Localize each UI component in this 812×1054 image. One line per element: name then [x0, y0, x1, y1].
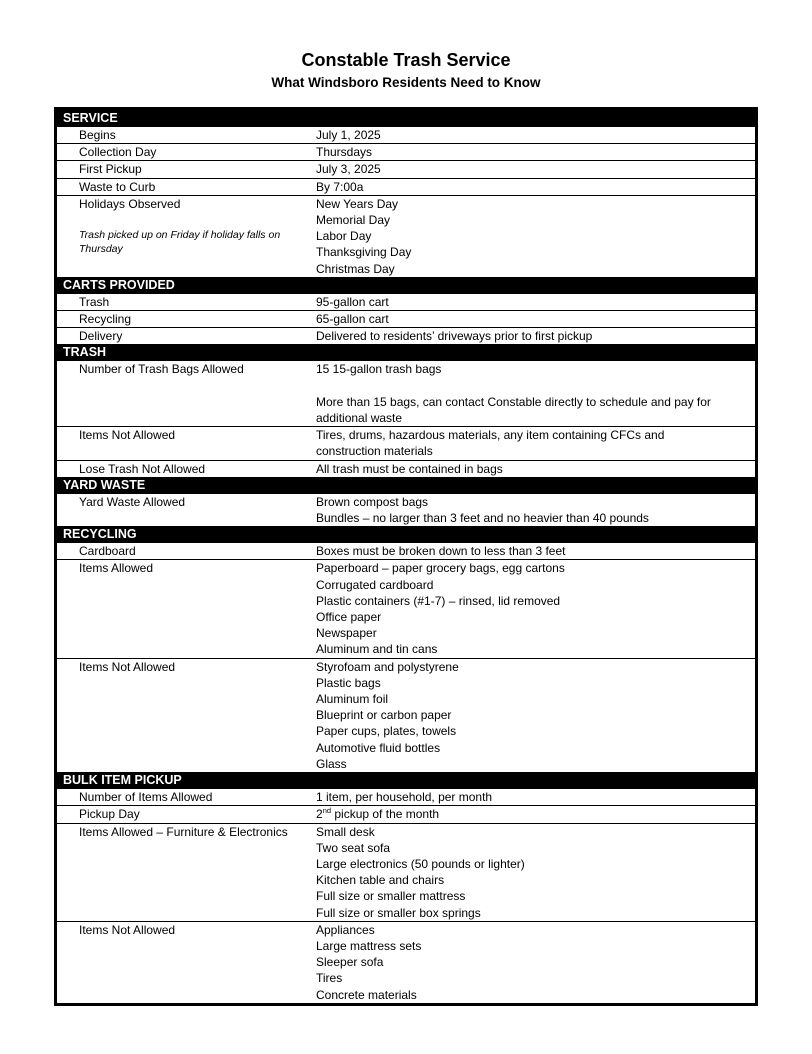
table-row [57, 327, 755, 344]
row-label: Holidays Observed [79, 196, 181, 211]
row-value: Paperboard – paper grocery bags, egg cartons [316, 561, 565, 576]
row-value-cell [316, 161, 755, 177]
row-label: Cardboard [79, 544, 136, 559]
section-header: YARD WASTE [57, 477, 755, 494]
row-label-cell [57, 196, 316, 277]
document-title: Constable Trash Service [301, 50, 511, 70]
row-value: additional waste [316, 411, 403, 426]
table-row [57, 426, 755, 459]
row-value: Tires [316, 971, 343, 986]
row-value: Large electronics (50 pounds or lighter) [316, 856, 525, 871]
row-value: Large mattress sets [316, 938, 422, 953]
section-header: RECYCLING [57, 526, 755, 543]
row-label: Lose Trash Not Allowed [79, 461, 206, 476]
row-label: Items Not Allowed [79, 428, 176, 443]
row-label: Items Allowed [79, 561, 154, 576]
table-row [57, 361, 755, 426]
row-value-cell [316, 543, 755, 559]
spacer [316, 378, 743, 394]
row-value-cell [316, 328, 755, 344]
row-value-cell [316, 560, 755, 657]
row-label-cell [57, 161, 316, 177]
row-value: Sleeper sofa [316, 955, 384, 970]
row-label: Items Not Allowed [79, 922, 176, 937]
row-value: July 1, 2025 [316, 128, 381, 142]
section-header: TRASH [57, 344, 755, 361]
row-value: All trash must be contained in bags [316, 461, 503, 476]
row-value: Boxes must be broken down to less than 3 feet [316, 544, 566, 559]
ordinal-suffix: nd [322, 806, 332, 816]
row-value-cell [316, 824, 755, 921]
row-value-cell [316, 806, 755, 822]
row-value: Christmas Day [316, 261, 395, 276]
row-label: First Pickup [79, 162, 142, 177]
row-label: Waste to Curb [79, 179, 156, 194]
row-value: More than 15 bags, can contact Constable directly to schedule and pay for [316, 394, 711, 409]
row-label: Pickup Day [79, 807, 140, 822]
row-value: By 7:00a [316, 179, 364, 194]
row-value: Plastic containers (#1-7) – rinsed, lid removed [316, 593, 561, 608]
row-value: Automotive fluid bottles [316, 740, 441, 755]
row-value-cell [316, 361, 755, 426]
table-row [57, 294, 755, 310]
row-value-cell [316, 179, 755, 195]
row-label: Begins [79, 128, 116, 142]
row-label-cell [57, 560, 316, 657]
info-table [54, 107, 758, 1006]
row-value: New Years Day [316, 196, 399, 211]
row-value: Plastic bags [316, 675, 381, 690]
document-subtitle: What Windsboro Residents Need to Know [271, 75, 541, 90]
row-value-cell [316, 144, 755, 160]
row-value: construction materials [316, 444, 433, 459]
section-header: SERVICE [57, 110, 755, 127]
row-note: Trash picked up on Friday if holiday falls on Thursday [79, 229, 281, 256]
row-label-cell [57, 127, 316, 143]
row-label-cell [57, 311, 316, 327]
row-label-cell [57, 543, 316, 559]
section-header: BULK ITEM PICKUP [57, 772, 755, 789]
table-row [57, 310, 755, 327]
row-value-cell [316, 461, 755, 477]
row-label-cell [57, 294, 316, 310]
row-value: Tires, drums, hazardous materials, any item containing CFCs and [316, 428, 665, 443]
row-value: Aluminum foil [316, 692, 389, 707]
row-value: Paper cups, plates, towels [316, 724, 457, 739]
row-label-cell [57, 461, 316, 477]
row-value: 2nd pickup of the month [316, 806, 440, 822]
row-value: Thursdays [316, 145, 373, 160]
table-row [57, 658, 755, 772]
row-label: Items Not Allowed [79, 659, 176, 674]
row-value-cell [316, 196, 755, 277]
row-label: Delivery [79, 329, 123, 344]
row-value: Corrugated cardboard [316, 577, 434, 592]
table-row [57, 460, 755, 477]
table-row [57, 921, 755, 1003]
row-label-cell [57, 806, 316, 822]
row-label-cell [57, 789, 316, 805]
row-label-cell [57, 427, 316, 459]
table-row [57, 805, 755, 822]
row-value: Aluminum and tin cans [316, 642, 438, 657]
row-value: Kitchen table and chairs [316, 873, 445, 888]
row-label: Trash [79, 294, 110, 309]
row-value: Full size or smaller mattress [316, 889, 466, 904]
row-value: 95-gallon cart [316, 294, 389, 309]
row-value-cell [316, 922, 755, 1003]
row-label: Items Allowed – Furniture & Electronics [79, 824, 288, 839]
row-value: Two seat sofa [316, 840, 391, 855]
row-value: Labor Day [316, 229, 372, 244]
row-value: Memorial Day [316, 213, 391, 228]
row-label-cell [57, 494, 316, 526]
row-value: Office paper [316, 610, 382, 625]
row-label: Number of Items Allowed [79, 790, 213, 805]
row-value: 1 item, per household, per month [316, 790, 493, 805]
row-value: Blueprint or carbon paper [316, 708, 452, 723]
row-value: Concrete materials [316, 987, 417, 1002]
row-value: Full size or smaller box springs [316, 905, 481, 920]
row-value: Glass [316, 756, 347, 771]
table-row [57, 789, 755, 805]
row-label-cell [57, 824, 316, 921]
section-header: CARTS PROVIDED [57, 277, 755, 294]
row-value-cell [316, 294, 755, 310]
row-value: Delivered to residents’ driveways prior to first pickup [316, 329, 593, 344]
table-row [57, 178, 755, 195]
row-value: 65-gallon cart [316, 312, 389, 327]
row-value: Small desk [316, 824, 375, 839]
row-value-cell [316, 127, 755, 143]
row-label-cell [57, 179, 316, 195]
row-value: Brown compost bags [316, 494, 429, 509]
row-label-cell [57, 144, 316, 160]
row-label-cell [57, 659, 316, 772]
row-value-cell [316, 311, 755, 327]
table-row [57, 559, 755, 657]
row-label: Recycling [79, 312, 132, 327]
row-value: July 3, 2025 [316, 162, 381, 177]
row-value-cell [316, 427, 755, 459]
row-value: Bundles – no larger than 3 feet and no heavier than 40 pounds [316, 511, 649, 526]
table-row [57, 543, 755, 559]
row-value-cell [316, 494, 755, 526]
row-value: Newspaper [316, 626, 377, 641]
row-value: Styrofoam and polystyrene [316, 659, 459, 674]
row-label-cell [57, 922, 316, 1003]
row-value-cell [316, 659, 755, 772]
table-row [57, 143, 755, 160]
table-row [57, 494, 755, 526]
row-value: Thanksgiving Day [316, 245, 412, 260]
table-row [57, 160, 755, 177]
table-row [57, 823, 755, 921]
row-value: Appliances [316, 922, 375, 937]
row-value-cell [316, 789, 755, 805]
row-label-cell [57, 328, 316, 344]
row-value: 15 15-gallon trash bags [316, 362, 442, 377]
row-label: Number of Trash Bags Allowed [79, 362, 244, 377]
row-label: Yard Waste Allowed [79, 494, 186, 509]
row-label-cell [57, 361, 316, 426]
row-label: Collection Day [79, 145, 157, 160]
table-row [57, 195, 755, 277]
table-row [57, 127, 755, 143]
